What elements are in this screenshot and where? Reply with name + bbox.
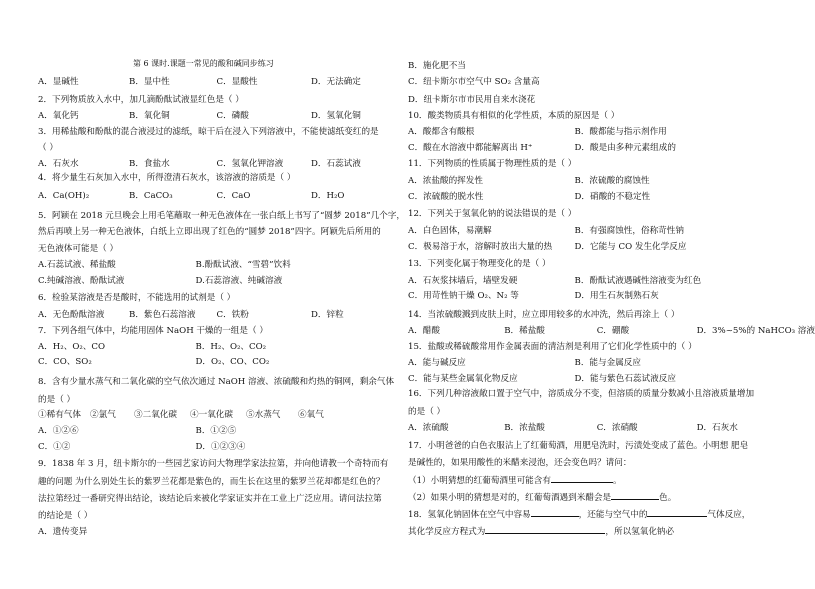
answer-blank <box>531 508 579 517</box>
answer-option: D．硝酸的不稳定性 <box>574 192 651 202</box>
answer-option: C．显酸性 <box>216 77 258 87</box>
answer-option: B．氧化铜 <box>129 111 170 121</box>
answer-option: D．石蕊试液 <box>311 159 361 169</box>
question-line-text: ，所以氢氧化钠必 <box>605 527 675 537</box>
question-line-text: 无色液体可能是（ ） <box>38 244 119 254</box>
answer-option: B．有强腐蚀性，俗称苛性钠 <box>574 226 684 236</box>
answer-option: D．锌粒 <box>311 310 344 320</box>
answer-option: A．氧化钙 <box>38 111 79 121</box>
answer-option: B．显中性 <box>129 77 170 87</box>
question-line-text: （ ） <box>38 143 58 153</box>
answer-option: ①稀有气体 <box>38 410 81 420</box>
answer-option: B．①②⑤ <box>195 426 237 436</box>
question-text <box>38 142 58 154</box>
question-text <box>408 60 466 72</box>
answer-option: B．CaCO₃ <box>129 191 173 201</box>
answer-option: B．紫色石蕊溶液 <box>129 310 196 320</box>
answer-option: C．CO、SO₂ <box>38 357 92 367</box>
question-text <box>408 440 748 452</box>
answer-option: C．极易溶于水，溶解时放出大量的热 <box>408 242 553 252</box>
question-text <box>38 172 295 184</box>
question-line-text: ，还能与空气中的 <box>578 510 648 520</box>
option-row <box>408 357 778 369</box>
option-row <box>408 126 778 138</box>
answer-blank <box>611 491 659 500</box>
question-text <box>38 493 382 505</box>
question-line-text: 2．下列物质放入水中，加几滴酚酞试液显红色是（ ） <box>38 95 244 105</box>
answer-option: D．H₂O <box>311 191 345 201</box>
answer-option: D．O₂、CO、CO₂ <box>195 357 270 367</box>
answer-blank <box>485 525 605 534</box>
option-row <box>38 76 388 88</box>
question-line-text: 14．当浓硫酸溅到皮肤上时，应立即用较多的水冲洗，然后再涂上（ ） <box>408 310 680 320</box>
question-text <box>408 208 576 220</box>
option-row <box>38 110 388 122</box>
answer-option: B．浓硫酸的腐蚀性 <box>574 176 650 186</box>
option-row <box>408 191 778 203</box>
answer-blank <box>551 474 613 483</box>
answer-option: C．酸在水溶液中都能解离出 H⁺ <box>408 143 533 153</box>
question-text <box>38 476 384 488</box>
question-line-text: 。 <box>612 476 622 486</box>
question-line-text: 的是（ ） <box>38 395 76 405</box>
question-text <box>38 510 92 522</box>
question-line-text: 8．含有少量水蒸气和二氧化碳的空气依次通过 NaOH 溶液、浓硫酸和灼热的铜网，剩余气体 <box>38 377 395 387</box>
question-text <box>38 325 268 337</box>
answer-option: B．稀盐酸 <box>504 326 545 336</box>
question-line-text: 气体反应， <box>707 510 751 520</box>
question-line-text: 13．下列变化属于物理变化的是（ ） <box>408 259 551 269</box>
question-text <box>38 210 405 222</box>
question-text <box>408 158 576 170</box>
answer-option: D．酸是由多种元素组成的 <box>574 143 676 153</box>
question-text <box>408 76 540 88</box>
answer-blank <box>647 508 707 517</box>
question-line-text: 15．盐酸或稀硫酸常用作金属表面的清洁剂是利用了它们化学性质中的（ ） <box>408 342 697 352</box>
option-row <box>38 309 388 321</box>
answer-option: B．酸都能与指示剂作用 <box>574 127 667 137</box>
question-line-text: （1）小明猜想的红葡萄酒里可能含有 <box>408 476 551 486</box>
answer-option: A．白色固体，易潮解 <box>408 226 492 236</box>
answer-option: A.石蕊试液、稀盐酸 <box>38 260 116 270</box>
answer-option: C．氢氧化钾溶液 <box>216 159 284 169</box>
option-row <box>38 190 388 202</box>
question-text <box>408 525 674 538</box>
question-text <box>408 110 619 122</box>
option-row <box>38 275 388 287</box>
answer-option: A．浓盐酸的挥发性 <box>408 176 483 186</box>
question-text <box>408 491 676 504</box>
question-line-text: C．纽卡斯尔市空气中 SO₂ 含量高 <box>408 77 540 87</box>
answer-option: D．用生石灰制熟石灰 <box>574 291 659 301</box>
answer-option: D．它能与 CO 发生化学反应 <box>574 242 687 252</box>
question-text <box>408 457 631 469</box>
question-line-text: 11．下列物质的性质属于物理性质的是（ ） <box>408 159 577 169</box>
answer-option: A．石灰浆抹墙后，墙壁发硬 <box>408 276 518 286</box>
question-text <box>408 474 622 487</box>
question-line-text: 其化学反应方程式为 <box>408 527 486 537</box>
question-line-text: 9．1838 年 3 月，纽卡斯尔的一些园艺家访问大物理学家法拉第，并向他请教一个奇特而有 <box>38 459 389 469</box>
answer-option: C．铁粉 <box>216 310 249 320</box>
answer-option: D．①②③④ <box>195 442 246 452</box>
question-text <box>38 376 394 388</box>
option-row <box>408 175 778 187</box>
question-line-text: （2）如果小明的猜想是对的，红葡萄酒遇到米醋会是 <box>408 493 612 503</box>
answer-option: C．磷酸 <box>216 111 249 121</box>
question-line-text: 的结论是（ ） <box>38 511 93 521</box>
question-text <box>408 406 445 418</box>
question-text <box>408 508 750 521</box>
answer-option: D．无法确定 <box>311 77 361 87</box>
option-row <box>38 441 388 453</box>
option-row <box>408 225 778 237</box>
option-row <box>408 275 778 287</box>
option-row <box>408 290 778 302</box>
answer-option: C．用苛性钠干燥 O₂、N₂ 等 <box>408 291 519 301</box>
option-row <box>38 356 388 368</box>
answer-option: C.纯碱溶液、酚酞试液 <box>38 276 125 286</box>
answer-option: C．CaO <box>216 191 251 201</box>
answer-option: B.酚酞试液、“雪碧”饮料 <box>195 260 291 270</box>
question-text <box>38 292 235 304</box>
answer-option: B．食盐水 <box>129 159 170 169</box>
question-text <box>38 126 379 138</box>
question-line-text: 然后再喷上另一种无色液体，白纸上立即出现了红色的“圆梦 2018”四字。阿颖先后所用的 <box>38 227 381 237</box>
option-row <box>38 341 388 353</box>
question-line-text: 4．将少量生石灰加入水中，所得澄清石灰水，该溶液的溶质是（ ） <box>38 173 296 183</box>
answer-option: B．H₂、O₂、CO₂ <box>195 342 267 352</box>
question-line-text: B．施化肥不当 <box>408 61 466 71</box>
answer-option: B．能与金属反应 <box>574 358 641 368</box>
answer-option: A．浓硫酸 <box>408 423 449 433</box>
answer-option: A．无色酚酞溶液 <box>38 310 105 320</box>
question-line-text: 12．下列关于氢氧化钠的说法错误的是（ ） <box>408 209 577 219</box>
question-line-text: 3．用稀盐酸和酚酞的混合液浸过的滤纸，晾干后在浸入下列溶液中，不能使滤纸变红的是 <box>38 127 379 137</box>
question-text <box>408 94 535 106</box>
option-row <box>38 526 388 538</box>
answer-option: ⑤水蒸气 <box>246 410 281 420</box>
answer-option: D．3%~5%的 NaHCO₃ 溶液 <box>696 326 815 336</box>
answer-option: D．石灰水 <box>696 423 738 433</box>
option-row <box>38 425 388 437</box>
question-line-text: 的是（ ） <box>408 407 446 417</box>
answer-option: ④一氧化碳 <box>190 410 233 420</box>
answer-option: C．①② <box>38 442 71 452</box>
question-text <box>38 243 118 255</box>
question-line-text: 色。 <box>659 493 677 503</box>
question-text <box>38 394 75 406</box>
answer-option: A．酸都含有酸根 <box>408 127 475 137</box>
answer-option: D.石蕊溶液、纯碱溶液 <box>195 276 283 286</box>
question-line-text: 5．阿颖在 2018 元旦晚会上用毛笔蘸取一种无色液体在一张白纸上书写了“圆梦 2018”几个字， <box>38 211 405 221</box>
option-row <box>408 241 778 253</box>
question-line-text: 法拉第经过一番研究得出结论，该结论后来被化学家证实并在工业上广泛应用。请问法拉第 <box>38 494 382 504</box>
question-line-text: 16．下列几种溶液敞口置于空气中，溶质成分不变，但溶质的质量分数减小且溶液质量增加 <box>408 389 755 399</box>
answer-option: A．Ca(OH)₂ <box>38 191 90 201</box>
question-text <box>38 226 381 238</box>
option-row <box>408 373 778 385</box>
answer-option: D．氢氧化铜 <box>311 111 361 121</box>
question-line-text: 6．检验某溶液是否是酸时，不能选用的试剂是（ ） <box>38 293 236 303</box>
answer-option: B．酚酞试液遇碱性溶液变为红色 <box>574 276 702 286</box>
option-row <box>408 142 778 154</box>
question-text <box>408 309 679 321</box>
question-text <box>38 458 388 470</box>
page-title: 第 6 课时.课题一常见的酸和碱同步练习 <box>133 59 274 68</box>
question-line-text: 是碱性的，如果用酸性的米醋来浸泡，还会变色吗？请问： <box>408 458 632 468</box>
answer-option: A．H₂、O₂、CO <box>38 342 106 352</box>
question-line-text: 18．氢氧化钠固体在空气中容易 <box>408 510 531 520</box>
question-line-text: 10．酸类物质具有相似的化学性质，本质的原因是（ ） <box>408 111 620 121</box>
answer-option: C．浓硫酸的脱水性 <box>408 192 484 202</box>
question-text <box>408 388 754 400</box>
answer-option: ③二氧化碳 <box>134 410 177 420</box>
answer-option: ⑥氧气 <box>298 410 324 420</box>
answer-option: A．能与碱反应 <box>408 358 466 368</box>
answer-option: A．醋酸 <box>408 326 440 336</box>
option-row <box>408 325 815 337</box>
option-row <box>38 259 388 271</box>
answer-option: ②氯气 <box>90 410 116 420</box>
answer-option: B．浓盐酸 <box>504 423 545 433</box>
option-row <box>408 422 778 434</box>
answer-option: D．能与紫色石蕊试液反应 <box>574 374 676 384</box>
question-text <box>38 94 244 106</box>
answer-option: C．浓硝酸 <box>596 423 638 433</box>
answer-option: A．显碱性 <box>38 77 79 87</box>
question-text <box>408 341 697 353</box>
answer-option: A．遗传变异 <box>38 527 88 537</box>
answer-option: A．①②⑥ <box>38 426 79 436</box>
question-line-text: D．纽卡斯尔市市民用自来水浇花 <box>408 95 536 105</box>
question-text <box>408 258 551 270</box>
question-line-text: 7．下列各组气体中，均能用固体 NaOH 干燥的一组是（ ） <box>38 326 268 336</box>
answer-option: C．硼酸 <box>596 326 630 336</box>
question-line-text: 趣的问题 为什么别处生长的紫罗兰花都是紫色的，而生长在这里的紫罗兰花却都是红色的？ <box>38 477 385 487</box>
question-line-text: 17．小明爸爸的白色衣服沾上了红葡萄酒，用肥皂洗时，污渍处变成了蓝色。小明想 肥皂 <box>408 441 749 451</box>
answer-option: A．石灰水 <box>38 159 79 169</box>
option-row <box>38 158 388 170</box>
option-row <box>38 409 342 421</box>
answer-option: C．能与某些金属氧化物反应 <box>408 374 518 384</box>
